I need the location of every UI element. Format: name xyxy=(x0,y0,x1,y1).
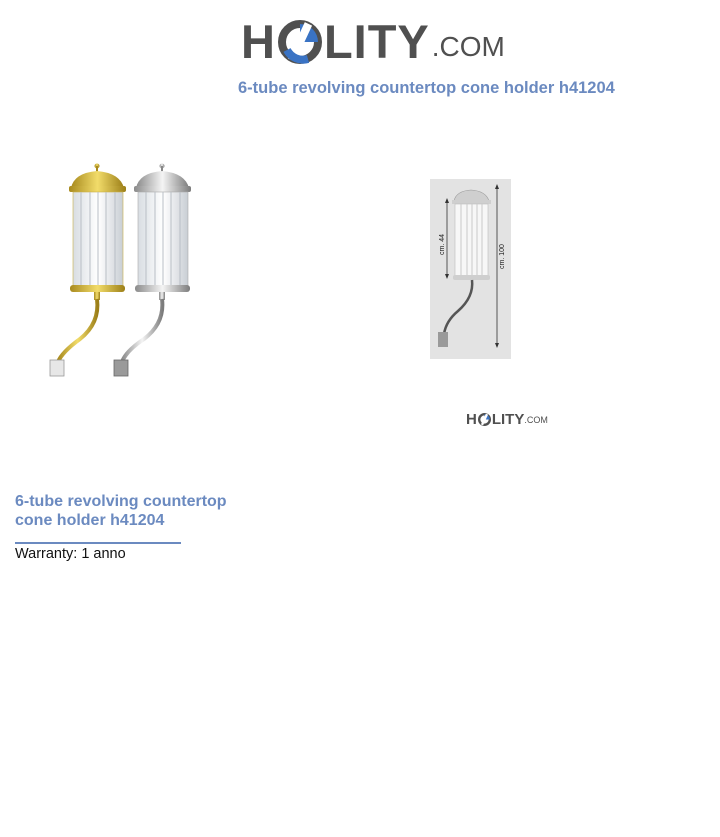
holity-small-logo xyxy=(466,410,548,428)
cone-holder-dimension-drawing-icon xyxy=(430,179,511,359)
logo-suffix: .COM xyxy=(431,31,505,62)
cone-holder-product-photo-icon xyxy=(40,155,205,385)
logo-letter-h: H xyxy=(241,15,276,68)
product-title: 6-tube revolving countertop cone holder h41204 xyxy=(15,493,227,529)
logo-o-mark-icon xyxy=(278,20,322,64)
dimension-head-label: cm. 44 xyxy=(439,233,446,255)
small-logo-letter-h: H xyxy=(466,411,477,428)
page-title: 6-tube revolving countertop cone holder h41204 xyxy=(238,79,615,97)
small-logo-letters-lity: LITY xyxy=(491,411,525,428)
logo-letters-lity: LITY xyxy=(323,15,430,68)
small-logo-o-mark-icon xyxy=(478,413,491,426)
title-divider xyxy=(15,542,181,544)
small-logo-suffix: .COM xyxy=(524,415,548,425)
cone-holder-dimension-drawing xyxy=(430,179,511,359)
dimension-total-label: cm. 100 xyxy=(499,244,506,269)
warranty-text: Warranty: 1 anno xyxy=(15,546,126,562)
holity-logo xyxy=(241,10,505,68)
